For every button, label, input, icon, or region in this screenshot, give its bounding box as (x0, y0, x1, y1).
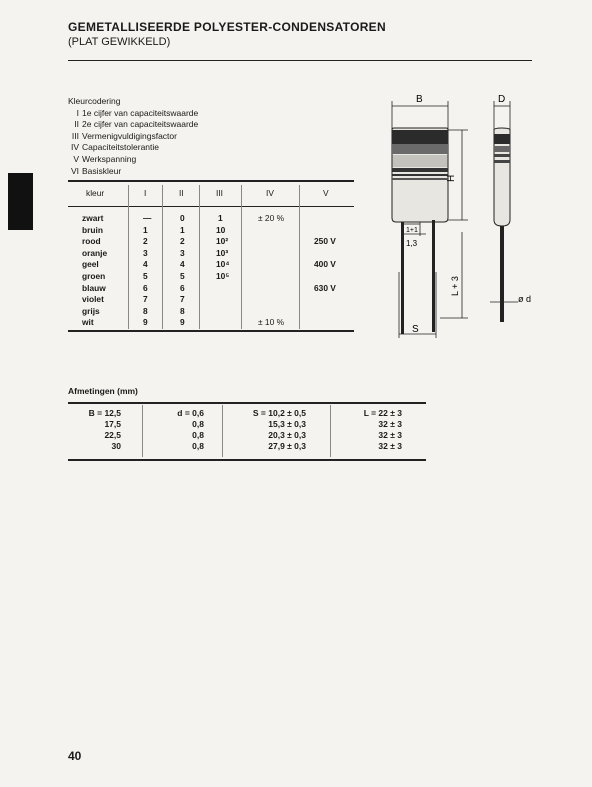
col-header-II: II (179, 188, 184, 198)
table-row: blauw 6 6 630 V (82, 282, 336, 293)
label-L-plus-3: L + 3 (450, 276, 460, 296)
label-S: S (412, 324, 419, 335)
label-B: B (416, 94, 423, 105)
table-row: 22,5 0,8 20,3 ± 0,3 32 ± 3 (104, 430, 402, 440)
table-row: 17,5 0,8 15,3 ± 0,3 32 ± 3 (104, 419, 402, 429)
capacitor-body-side (494, 128, 510, 322)
col-header-I: I (144, 188, 147, 198)
legend-item: VI Basiskleur (70, 165, 122, 176)
label-H: H (446, 174, 457, 182)
table-row: zwart — 0 1 ± 20 % (82, 213, 285, 223)
legend-heading: Kleurcodering (68, 96, 121, 106)
legend-item: IV Capaciteitstolerantie (70, 142, 160, 153)
table-rule-bottom (68, 330, 354, 332)
table-row: groen 5 5 10⁵ (82, 271, 230, 281)
page-subtitle: (PLAT GEWIKKELD) (68, 36, 171, 48)
legend-item: III Vermenigvuldigingsfactor (71, 130, 177, 141)
label-diameter-d: ø d (518, 294, 532, 304)
table-row: rood 2 2 10² 250 V (82, 236, 336, 247)
dimensions-title: Afmetingen (mm) (68, 386, 138, 396)
legend-item: V Werkspanning (73, 153, 137, 164)
col-header-IV: IV (266, 188, 274, 198)
header-divider (68, 60, 532, 61)
page-title: GEMETALLISEERDE POLYESTER-CONDENSATOREN (68, 20, 386, 34)
table-rule-header (68, 206, 354, 207)
table-row: violet 7 7 (82, 294, 185, 305)
label-1-3: 1,3 (406, 239, 418, 248)
legend-item: I 1e cijfer van capaciteitswaarde (76, 107, 199, 118)
table-rule-top (68, 180, 354, 182)
color-code-legend (68, 96, 198, 177)
table-row: grijs 8 8 (82, 305, 185, 316)
col-header-V: V (323, 188, 329, 198)
col-header-III: III (216, 188, 223, 198)
table-row: geel 4 4 10⁴ 400 V (82, 259, 336, 270)
table-row: B = 12,5 d = 0,6 S = 10,2 ± 0,5 L = 22 ± 3 (88, 408, 402, 418)
label-D: D (498, 94, 506, 105)
col-header-kleur: kleur (86, 188, 105, 198)
legend-item: II 2e cijfer van capaciteitswaarde (74, 119, 199, 130)
capacitor-dimension-drawing (378, 92, 538, 344)
table-row: 30 0,8 27,9 ± 0,3 32 ± 3 (111, 441, 402, 451)
table-row: wit 9 9 ± 10 % (82, 317, 285, 328)
section-thumb-tab (8, 173, 33, 230)
table-row: bruin 1 1 10 (82, 224, 226, 235)
label-1-plus-1: 1+1 (406, 227, 418, 234)
page-number: 40 (68, 749, 82, 763)
table-row: oranje 3 3 10³ (82, 247, 229, 258)
